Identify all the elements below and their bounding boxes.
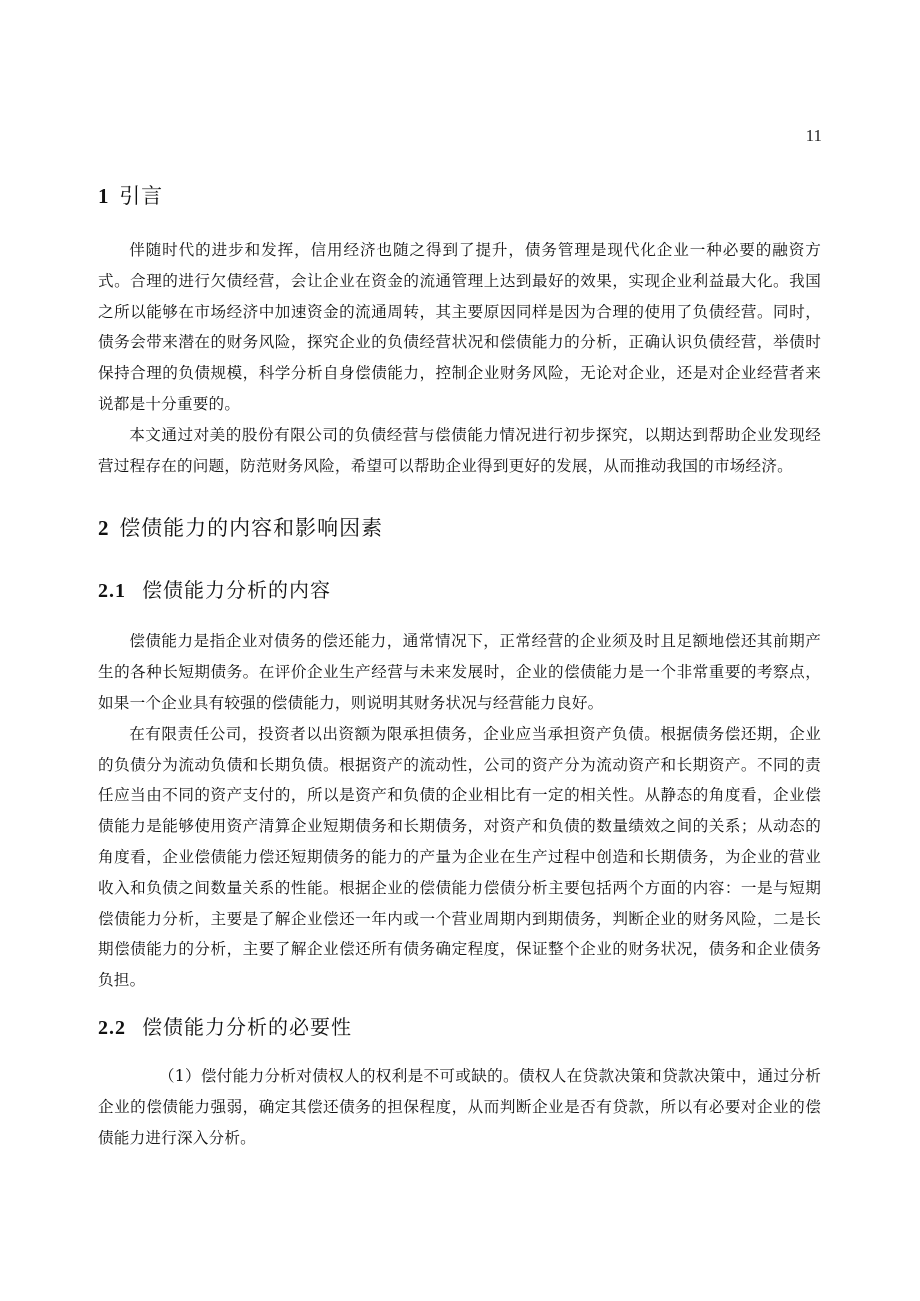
subsection-number: 2.1 bbox=[98, 580, 126, 603]
subsection-title: 偿债能力分析的内容 bbox=[142, 578, 331, 603]
subsection-heading-content bbox=[98, 573, 821, 608]
section-number: 1 bbox=[98, 184, 110, 208]
subsection-heading-necessity bbox=[98, 1010, 821, 1045]
paragraph: 伴随时代的进步和发挥，信用经济也随之得到了提升，债务管理是现代化企业一种必要的融资方式。合理的进行欠债经营，会让企业在资金的流通管理上达到最好的效果，实现企业利益最大化。我国之所以能够在市场经济中加速资金的流通周转，其主要原因同样是因为合理的使用了负债经营。同时，债务会带来潜在的财务风险，探究企业的负债经营状况和偿债能力的分析，正确认识负债经营，举债时保持合理的负债规模，科学分析自身偿债能力，控制企业财务风险，无论对企业，还是对企业经营者来说都是十分重要的。 bbox=[98, 241, 821, 413]
paragraph: （1）偿付能力分析对债权人的权利是不可或缺的。债权人在贷款决策和贷款决策中，通过分析企业的偿债能力强弱，确定其偿还债务的担保程度，从而判断企业是否有贷款，所以有必要对企业的偿债能力进行深入分析。 bbox=[98, 1066, 821, 1147]
section-heading-solvency bbox=[98, 510, 821, 546]
section-title: 引言 bbox=[119, 184, 164, 208]
subsection-title: 偿债能力分析的必要性 bbox=[142, 1014, 352, 1039]
paragraph: 本文通过对美的股份有限公司的负债经营与偿债能力情况进行初步探究，以期达到帮助企业发现经营过程存在的问题，防范财务风险，希望可以帮助企业得到更好的发展，从而推动我国的市场经济。 bbox=[98, 425, 821, 475]
page-number: 11 bbox=[805, 126, 822, 145]
section-title: 偿债能力的内容和影响因素 bbox=[119, 516, 384, 541]
paragraph: 在有限责任公司，投资者以出资额为限承担债务，企业应当承担资产负债。根据债务偿还期，企业的负债分为流动负债和长期负债。根据资产的流动性，公司的资产分为流动资产和长期资产。不同的责任应当由不同的资产支付的，所以是资产和负债的企业相比有一定的相关性。从静态的角度看，企业偿债能力是能够使用资产清算企业短期债务和长期债务，对资产和负债的数量绩效之间的关系；从动态的角度看，企业偿债能力偿还短期债务的能力的产量为企业在生产过程中创造和长期债务，为企业的营业收入和负债之间数量关系的性能。根据企业的偿债能力偿债分析主要包括两个方面的内容：一是与短期偿债能力分析，主要是了解企业偿还一年内或一个营业周期内到期债务，判断企业的财务风险，二是长期偿债能力的分析，主要了解企业偿还所有债务确定程度，保证整个企业的财务状况，债务和企业债务负担。 bbox=[98, 724, 821, 990]
subsection-number: 2.2 bbox=[98, 1016, 126, 1039]
paragraph: 偿债能力是指企业对债务的偿还能力，通常情况下，正常经营的企业须及时且足额地偿还其前期产生的各种长短期债务。在评价企业生产经营与未来发展时，企业的偿债能力是一个非常重要的考察点，如果一个企业具有较强的偿债能力，则说明其财务状况与经营能力良好。 bbox=[98, 632, 821, 712]
section-heading-introduction bbox=[98, 178, 821, 214]
section-number: 2 bbox=[98, 516, 110, 541]
document-body bbox=[98, 178, 821, 1153]
